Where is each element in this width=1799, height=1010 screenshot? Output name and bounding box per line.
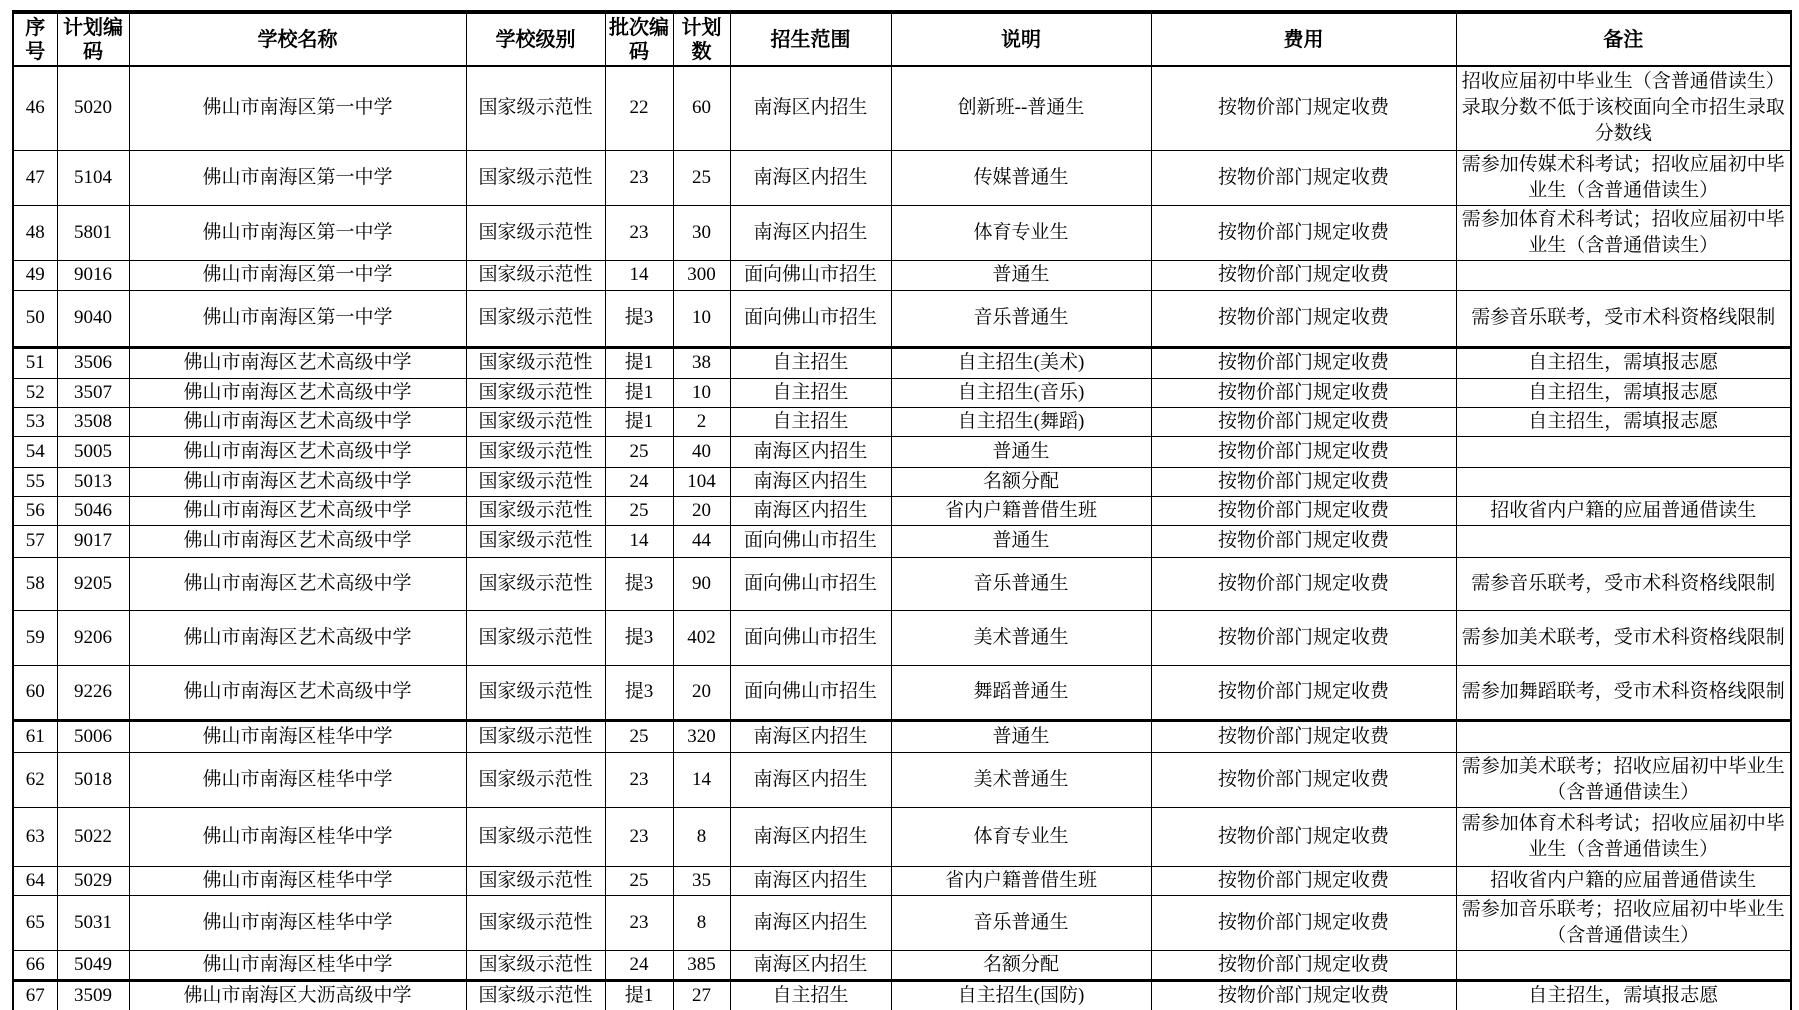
cell-desc: 省内户籍普借生班: [891, 866, 1151, 895]
cell-level: 国家级示范性: [466, 467, 605, 496]
cell-count: 60: [673, 66, 730, 150]
table-row: [13, 290, 1791, 347]
cell-count: 2: [673, 407, 730, 436]
cell-fee: 按物价部门规定收费: [1151, 467, 1456, 496]
cell-school: 佛山市南海区艺术高级中学: [129, 347, 466, 378]
cell-plan-code: 5022: [57, 807, 129, 866]
cell-plan-code: 9040: [57, 290, 129, 347]
cell-seq: 63: [13, 807, 57, 866]
table-row: [13, 525, 1791, 557]
cell-level: 国家级示范性: [466, 610, 605, 665]
cell-seq: 59: [13, 610, 57, 665]
cell-remark: 需参音乐联考，受市术科资格线限制: [1456, 290, 1791, 347]
cell-batch: 25: [605, 720, 673, 752]
cell-school: 佛山市南海区第一中学: [129, 290, 466, 347]
cell-school: 佛山市南海区艺术高级中学: [129, 436, 466, 467]
cell-school: 佛山市南海区桂华中学: [129, 720, 466, 752]
cell-level: 国家级示范性: [466, 752, 605, 807]
cell-remark: [1456, 467, 1791, 496]
cell-batch: 23: [605, 895, 673, 950]
cell-school: 佛山市南海区桂华中学: [129, 752, 466, 807]
cell-batch: 提3: [605, 557, 673, 610]
cell-desc: 自主招生(美术): [891, 347, 1151, 378]
admission-plan-table: [12, 10, 1792, 1010]
cell-scope: 南海区内招生: [730, 895, 891, 950]
cell-batch: 提3: [605, 610, 673, 665]
cell-count: 38: [673, 347, 730, 378]
cell-level: 国家级示范性: [466, 665, 605, 720]
cell-seq: 51: [13, 347, 57, 378]
table-row: [13, 260, 1791, 290]
cell-school: 佛山市南海区艺术高级中学: [129, 378, 466, 407]
cell-batch: 14: [605, 525, 673, 557]
cell-scope: 面向佛山市招生: [730, 610, 891, 665]
cell-desc: 传媒普通生: [891, 150, 1151, 205]
cell-scope: 面向佛山市招生: [730, 290, 891, 347]
cell-remark: 招收应届初中毕业生（含普通借读生）录取分数不低于该校面向全市招生录取分数线: [1456, 66, 1791, 150]
cell-level: 国家级示范性: [466, 496, 605, 525]
cell-seq: 60: [13, 665, 57, 720]
cell-scope: 南海区内招生: [730, 496, 891, 525]
cell-count: 90: [673, 557, 730, 610]
cell-school: 佛山市南海区桂华中学: [129, 866, 466, 895]
cell-remark: 自主招生，需填报志愿: [1456, 347, 1791, 378]
cell-level: 国家级示范性: [466, 150, 605, 205]
table-row: [13, 436, 1791, 467]
cell-desc: 音乐普通生: [891, 895, 1151, 950]
table-row: [13, 866, 1791, 895]
cell-fee: 按物价部门规定收费: [1151, 66, 1456, 150]
cell-school: 佛山市南海区艺术高级中学: [129, 610, 466, 665]
cell-school: 佛山市南海区艺术高级中学: [129, 496, 466, 525]
table-body: [13, 66, 1791, 1010]
table-row: [13, 378, 1791, 407]
header-batch: 批次编码: [605, 12, 673, 66]
cell-scope: 自主招生: [730, 378, 891, 407]
cell-plan-code: 3507: [57, 378, 129, 407]
cell-batch: 25: [605, 436, 673, 467]
cell-seq: 55: [13, 467, 57, 496]
cell-plan-code: 9206: [57, 610, 129, 665]
cell-scope: 南海区内招生: [730, 950, 891, 980]
cell-fee: 按物价部门规定收费: [1151, 807, 1456, 866]
cell-count: 385: [673, 950, 730, 980]
cell-level: 国家级示范性: [466, 557, 605, 610]
cell-scope: 自主招生: [730, 980, 891, 1010]
cell-plan-code: 5801: [57, 205, 129, 260]
table-row: [13, 407, 1791, 436]
cell-fee: 按物价部门规定收费: [1151, 895, 1456, 950]
cell-fee: 按物价部门规定收费: [1151, 347, 1456, 378]
cell-fee: 按物价部门规定收费: [1151, 205, 1456, 260]
cell-count: 300: [673, 260, 730, 290]
cell-remark: [1456, 950, 1791, 980]
cell-count: 402: [673, 610, 730, 665]
cell-level: 国家级示范性: [466, 807, 605, 866]
table-row: [13, 347, 1791, 378]
cell-seq: 64: [13, 866, 57, 895]
cell-desc: 美术普通生: [891, 752, 1151, 807]
cell-fee: 按物价部门规定收费: [1151, 407, 1456, 436]
cell-count: 25: [673, 150, 730, 205]
header-count: 计划数: [673, 12, 730, 66]
cell-batch: 24: [605, 950, 673, 980]
cell-remark: 需参加舞蹈联考，受市术科资格线限制: [1456, 665, 1791, 720]
cell-count: 320: [673, 720, 730, 752]
cell-remark: [1456, 260, 1791, 290]
cell-batch: 25: [605, 496, 673, 525]
cell-plan-code: 3509: [57, 980, 129, 1010]
cell-scope: 面向佛山市招生: [730, 525, 891, 557]
cell-fee: 按物价部门规定收费: [1151, 260, 1456, 290]
cell-desc: 音乐普通生: [891, 290, 1151, 347]
table-row: [13, 467, 1791, 496]
cell-desc: 名额分配: [891, 950, 1151, 980]
cell-scope: 南海区内招生: [730, 866, 891, 895]
cell-level: 国家级示范性: [466, 378, 605, 407]
cell-seq: 53: [13, 407, 57, 436]
cell-scope: 面向佛山市招生: [730, 557, 891, 610]
cell-level: 国家级示范性: [466, 950, 605, 980]
cell-scope: 面向佛山市招生: [730, 260, 891, 290]
table-row: [13, 720, 1791, 752]
cell-remark: 招收省内户籍的应届普通借读生: [1456, 866, 1791, 895]
cell-fee: 按物价部门规定收费: [1151, 496, 1456, 525]
cell-desc: 自主招生(音乐): [891, 378, 1151, 407]
cell-school: 佛山市南海区艺术高级中学: [129, 407, 466, 436]
cell-school: 佛山市南海区第一中学: [129, 205, 466, 260]
cell-remark: 需参音乐联考，受市术科资格线限制: [1456, 557, 1791, 610]
cell-remark: 招收省内户籍的应届普通借读生: [1456, 496, 1791, 525]
cell-plan-code: 5020: [57, 66, 129, 150]
cell-level: 国家级示范性: [466, 205, 605, 260]
cell-remark: [1456, 720, 1791, 752]
cell-batch: 23: [605, 150, 673, 205]
cell-remark: 需参加传媒术科考试；招收应届初中毕业生（含普通借读生）: [1456, 150, 1791, 205]
cell-desc: 普通生: [891, 525, 1151, 557]
cell-seq: 50: [13, 290, 57, 347]
cell-count: 8: [673, 895, 730, 950]
cell-desc: 音乐普通生: [891, 557, 1151, 610]
cell-desc: 体育专业生: [891, 807, 1151, 866]
cell-fee: 按物价部门规定收费: [1151, 866, 1456, 895]
cell-batch: 提1: [605, 407, 673, 436]
table-row: [13, 205, 1791, 260]
cell-plan-code: 3508: [57, 407, 129, 436]
cell-batch: 23: [605, 752, 673, 807]
cell-level: 国家级示范性: [466, 407, 605, 436]
table-row: [13, 496, 1791, 525]
cell-fee: 按物价部门规定收费: [1151, 665, 1456, 720]
cell-remark: 需参加体育术科考试；招收应届初中毕业生（含普通借读生）: [1456, 205, 1791, 260]
cell-count: 8: [673, 807, 730, 866]
cell-batch: 提1: [605, 347, 673, 378]
cell-scope: 自主招生: [730, 407, 891, 436]
cell-count: 30: [673, 205, 730, 260]
cell-plan-code: 5005: [57, 436, 129, 467]
cell-seq: 58: [13, 557, 57, 610]
cell-level: 国家级示范性: [466, 525, 605, 557]
cell-seq: 67: [13, 980, 57, 1010]
cell-count: 20: [673, 496, 730, 525]
cell-plan-code: 5104: [57, 150, 129, 205]
table-row: [13, 950, 1791, 980]
cell-level: 国家级示范性: [466, 980, 605, 1010]
table-row: [13, 665, 1791, 720]
cell-batch: 提1: [605, 980, 673, 1010]
cell-plan-code: 5046: [57, 496, 129, 525]
cell-count: 35: [673, 866, 730, 895]
cell-fee: 按物价部门规定收费: [1151, 290, 1456, 347]
cell-seq: 46: [13, 66, 57, 150]
cell-plan-code: 5006: [57, 720, 129, 752]
cell-desc: 美术普通生: [891, 610, 1151, 665]
cell-school: 佛山市南海区第一中学: [129, 66, 466, 150]
cell-remark: 自主招生，需填报志愿: [1456, 378, 1791, 407]
cell-desc: 创新班--普通生: [891, 66, 1151, 150]
cell-desc: 舞蹈普通生: [891, 665, 1151, 720]
table-row: [13, 610, 1791, 665]
cell-fee: 按物价部门规定收费: [1151, 150, 1456, 205]
cell-school: 佛山市南海区艺术高级中学: [129, 525, 466, 557]
cell-plan-code: 9016: [57, 260, 129, 290]
cell-remark: [1456, 436, 1791, 467]
cell-remark: [1456, 525, 1791, 557]
header-level: 学校级别: [466, 12, 605, 66]
cell-school: 佛山市南海区桂华中学: [129, 950, 466, 980]
cell-fee: 按物价部门规定收费: [1151, 610, 1456, 665]
cell-level: 国家级示范性: [466, 866, 605, 895]
cell-remark: 需参加美术联考，受市术科资格线限制: [1456, 610, 1791, 665]
cell-desc: 自主招生(舞蹈): [891, 407, 1151, 436]
cell-fee: 按物价部门规定收费: [1151, 436, 1456, 467]
cell-fee: 按物价部门规定收费: [1151, 557, 1456, 610]
cell-remark: 需参加音乐联考；招收应届初中毕业生（含普通借读生）: [1456, 895, 1791, 950]
cell-level: 国家级示范性: [466, 436, 605, 467]
cell-scope: 面向佛山市招生: [730, 665, 891, 720]
cell-scope: 自主招生: [730, 347, 891, 378]
cell-desc: 普通生: [891, 260, 1151, 290]
cell-plan-code: 9205: [57, 557, 129, 610]
cell-seq: 61: [13, 720, 57, 752]
table-row: [13, 752, 1791, 807]
cell-plan-code: 5031: [57, 895, 129, 950]
cell-level: 国家级示范性: [466, 720, 605, 752]
cell-batch: 14: [605, 260, 673, 290]
cell-seq: 62: [13, 752, 57, 807]
header-fee: 费用: [1151, 12, 1456, 66]
header-desc: 说明: [891, 12, 1151, 66]
cell-remark: 自主招生，需填报志愿: [1456, 980, 1791, 1010]
cell-count: 44: [673, 525, 730, 557]
cell-school: 佛山市南海区桂华中学: [129, 895, 466, 950]
cell-scope: 南海区内招生: [730, 467, 891, 496]
cell-plan-code: 9226: [57, 665, 129, 720]
header-remark: 备注: [1456, 12, 1791, 66]
cell-scope: 南海区内招生: [730, 720, 891, 752]
cell-count: 14: [673, 752, 730, 807]
cell-batch: 22: [605, 66, 673, 150]
cell-level: 国家级示范性: [466, 260, 605, 290]
cell-scope: 南海区内招生: [730, 752, 891, 807]
header-seq: 序号: [13, 12, 57, 66]
table-row: [13, 895, 1791, 950]
cell-school: 佛山市南海区桂华中学: [129, 807, 466, 866]
cell-plan-code: 5018: [57, 752, 129, 807]
cell-remark: 需参加体育术科考试；招收应届初中毕业生（含普通借读生）: [1456, 807, 1791, 866]
cell-count: 104: [673, 467, 730, 496]
cell-seq: 57: [13, 525, 57, 557]
cell-level: 国家级示范性: [466, 66, 605, 150]
cell-school: 佛山市南海区艺术高级中学: [129, 665, 466, 720]
cell-batch: 24: [605, 467, 673, 496]
cell-plan-code: 9017: [57, 525, 129, 557]
cell-count: 40: [673, 436, 730, 467]
cell-seq: 65: [13, 895, 57, 950]
table-row: [13, 980, 1791, 1010]
cell-fee: 按物价部门规定收费: [1151, 980, 1456, 1010]
cell-scope: 南海区内招生: [730, 150, 891, 205]
cell-batch: 提3: [605, 665, 673, 720]
table-row: [13, 807, 1791, 866]
cell-remark: 需参加美术联考；招收应届初中毕业生（含普通借读生）: [1456, 752, 1791, 807]
cell-seq: 47: [13, 150, 57, 205]
cell-school: 佛山市南海区第一中学: [129, 150, 466, 205]
cell-fee: 按物价部门规定收费: [1151, 950, 1456, 980]
cell-school: 佛山市南海区第一中学: [129, 260, 466, 290]
cell-batch: 提1: [605, 378, 673, 407]
cell-count: 27: [673, 980, 730, 1010]
cell-desc: 自主招生(国防): [891, 980, 1151, 1010]
cell-plan-code: 3506: [57, 347, 129, 378]
cell-seq: 49: [13, 260, 57, 290]
header-scope: 招生范围: [730, 12, 891, 66]
cell-count: 10: [673, 290, 730, 347]
cell-scope: 南海区内招生: [730, 807, 891, 866]
cell-level: 国家级示范性: [466, 347, 605, 378]
cell-school: 佛山市南海区大沥高级中学: [129, 980, 466, 1010]
cell-seq: 54: [13, 436, 57, 467]
cell-level: 国家级示范性: [466, 290, 605, 347]
cell-fee: 按物价部门规定收费: [1151, 752, 1456, 807]
cell-plan-code: 5029: [57, 866, 129, 895]
cell-remark: 自主招生，需填报志愿: [1456, 407, 1791, 436]
cell-scope: 南海区内招生: [730, 205, 891, 260]
cell-fee: 按物价部门规定收费: [1151, 525, 1456, 557]
cell-plan-code: 5049: [57, 950, 129, 980]
table-row: [13, 557, 1791, 610]
cell-batch: 23: [605, 807, 673, 866]
cell-desc: 省内户籍普借生班: [891, 496, 1151, 525]
cell-batch: 25: [605, 866, 673, 895]
table-row: [13, 150, 1791, 205]
cell-scope: 南海区内招生: [730, 66, 891, 150]
cell-seq: 48: [13, 205, 57, 260]
cell-scope: 南海区内招生: [730, 436, 891, 467]
cell-fee: 按物价部门规定收费: [1151, 378, 1456, 407]
cell-level: 国家级示范性: [466, 895, 605, 950]
cell-school: 佛山市南海区艺术高级中学: [129, 557, 466, 610]
cell-count: 10: [673, 378, 730, 407]
header-row: [13, 12, 1791, 66]
cell-batch: 提3: [605, 290, 673, 347]
table-row: [13, 66, 1791, 150]
cell-school: 佛山市南海区艺术高级中学: [129, 467, 466, 496]
cell-desc: 普通生: [891, 720, 1151, 752]
cell-count: 20: [673, 665, 730, 720]
header-plan-code: 计划编码: [57, 12, 129, 66]
cell-seq: 66: [13, 950, 57, 980]
header-school: 学校名称: [129, 12, 466, 66]
cell-plan-code: 5013: [57, 467, 129, 496]
cell-desc: 体育专业生: [891, 205, 1151, 260]
cell-batch: 23: [605, 205, 673, 260]
cell-seq: 56: [13, 496, 57, 525]
cell-seq: 52: [13, 378, 57, 407]
cell-fee: 按物价部门规定收费: [1151, 720, 1456, 752]
cell-desc: 名额分配: [891, 467, 1151, 496]
cell-desc: 普通生: [891, 436, 1151, 467]
